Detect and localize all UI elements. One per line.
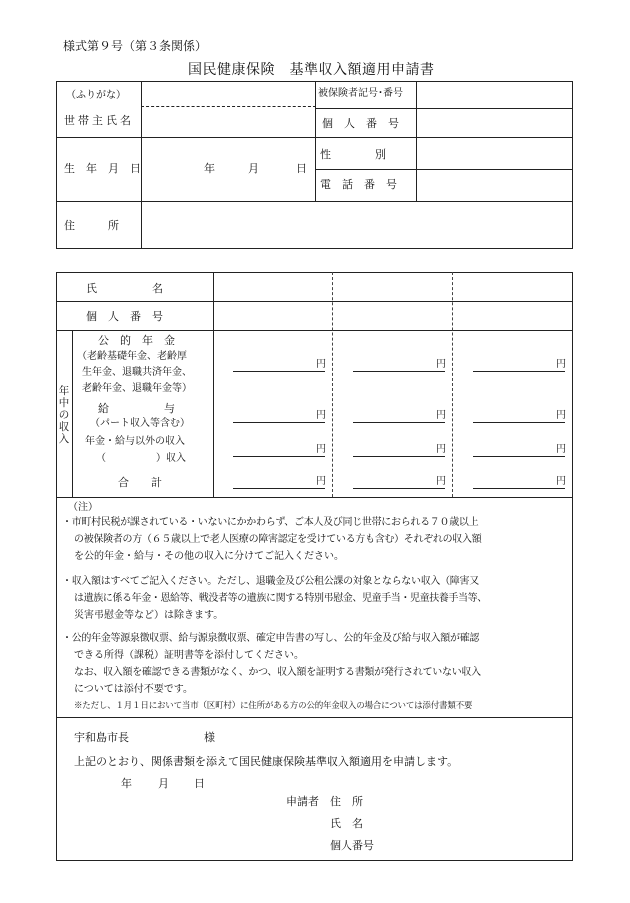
individual-number-field[interactable] (418, 110, 571, 136)
applicant-label: 申請者 (286, 795, 319, 808)
birthdate-field[interactable] (143, 139, 313, 199)
note-text: できる所得（課税）証明書等を添付してください。 (74, 650, 304, 661)
applicant-fields[interactable] (372, 792, 568, 858)
birthdate-label: 生 年 月 日 (64, 162, 141, 175)
notes-heading: （注） (68, 502, 98, 513)
phone-field[interactable] (418, 171, 571, 200)
application-statement: 上記のとおり、関係書類を添えて国民健康保険基準収入額適用を申請します。 (74, 755, 459, 768)
furigana-field[interactable] (143, 83, 313, 105)
address-field[interactable] (143, 203, 571, 247)
furigana-label: （ふりがな） (66, 90, 126, 101)
applicant-name-label: 氏 名 (330, 817, 363, 830)
birth-year-label: 年 (204, 162, 215, 175)
divider (315, 81, 316, 201)
page-title: 国民健康保険 基準収入額適用申請書 (188, 62, 435, 78)
head-name-field[interactable] (143, 108, 313, 136)
app-day-label: 日 (194, 777, 205, 790)
total-label: 合 計 (118, 476, 162, 489)
birth-month-label: 月 (248, 162, 259, 175)
sex-label: 性 別 (320, 148, 386, 161)
divider (56, 301, 573, 302)
salary-desc: （パート収入等含む） (90, 418, 190, 429)
divider (56, 330, 573, 331)
note-text: については添付不要です。 (74, 684, 193, 695)
furigana-divider (141, 106, 316, 107)
person-individual-number-label: 個 人 番 号 (86, 310, 163, 323)
mayor-label: 宇和島市長 (74, 731, 129, 744)
note-text: の被保険者の方（６５歳以上で老人医療の障害認定を受けている方も含む）それぞれの収入額 (74, 534, 482, 545)
sex-field[interactable] (418, 139, 571, 168)
pension-desc: 老齢年金、退職年金等） (82, 383, 192, 394)
person-name-label: 氏 名 (86, 282, 163, 295)
applicant-address-label: 住 所 (330, 795, 363, 808)
sama-label: 様 (204, 731, 215, 744)
pension-desc: 生年金、退職共済年金、 (82, 367, 192, 378)
address-label: 住 所 (64, 219, 119, 232)
divider (332, 272, 333, 497)
divider (213, 272, 214, 497)
note-text: 災害弔慰金等など）は除きます。 (74, 610, 224, 621)
annual-income-label: 年中の収入 (58, 385, 70, 446)
divider (315, 108, 573, 109)
note-text: ・公的年金等源泉徴収票、給与源泉徴収票、確定申告書の写し、公的年金及び給与収入額が確認 (62, 633, 480, 644)
note-small-text: ※ただし、１月１日において当市（区町村）に住所がある方の公的年金収入の場合については添付書類不要 (74, 701, 473, 711)
note-text: ・市町村民税が課されている・いないにかかわらず、ご本人及び同じ世帯におられる７０歳以上 (62, 517, 479, 528)
other-income-type-label: （ ）収入 (96, 453, 186, 464)
divider (315, 169, 573, 170)
head-name-label: 世帯主氏名 (64, 114, 134, 127)
form-number: 様式第９号（第３条関係） (63, 39, 208, 53)
divider (56, 201, 573, 202)
note-text: は遺族に係る年金・恩給等、戦没者等の遺族に関する特別弔慰金、児童手当・児童扶養手当等、 (74, 593, 487, 604)
birth-day-label: 日 (296, 162, 307, 175)
divider (452, 272, 453, 497)
app-month-label: 月 (158, 777, 169, 790)
insured-symbol-label: 被保険者記号･番号 (318, 88, 403, 99)
applicant-number-label: 個人番号 (330, 839, 374, 852)
divider (72, 330, 73, 497)
divider (416, 81, 417, 201)
divider (56, 717, 573, 718)
note-text: なお、収入額を確認できる書類がなく、かつ、収入額を証明する書類が発行されていない収入 (74, 667, 481, 678)
divider (56, 497, 573, 498)
insured-symbol-field[interactable] (418, 83, 571, 107)
pension-label: 公 的 年 金 (98, 334, 175, 347)
note-text: ・収入額はすべてご記入ください。ただし、退職金及び公租公課の対象とならない収入（障害又 (62, 576, 479, 587)
other-income-label: 年金・給与以外の収入 (85, 436, 185, 447)
pension-desc: （老齢基礎年金、老齢厚 (77, 351, 187, 362)
app-year-label: 年 (121, 777, 132, 790)
salary-label: 給 与 (98, 402, 175, 415)
divider (141, 81, 142, 249)
note-text: を公的年金・給与・その他の収入に分けてご記入ください。 (74, 551, 344, 562)
individual-number-label: 個 人 番 号 (322, 117, 399, 130)
phone-label: 電 話 番 号 (320, 178, 397, 191)
